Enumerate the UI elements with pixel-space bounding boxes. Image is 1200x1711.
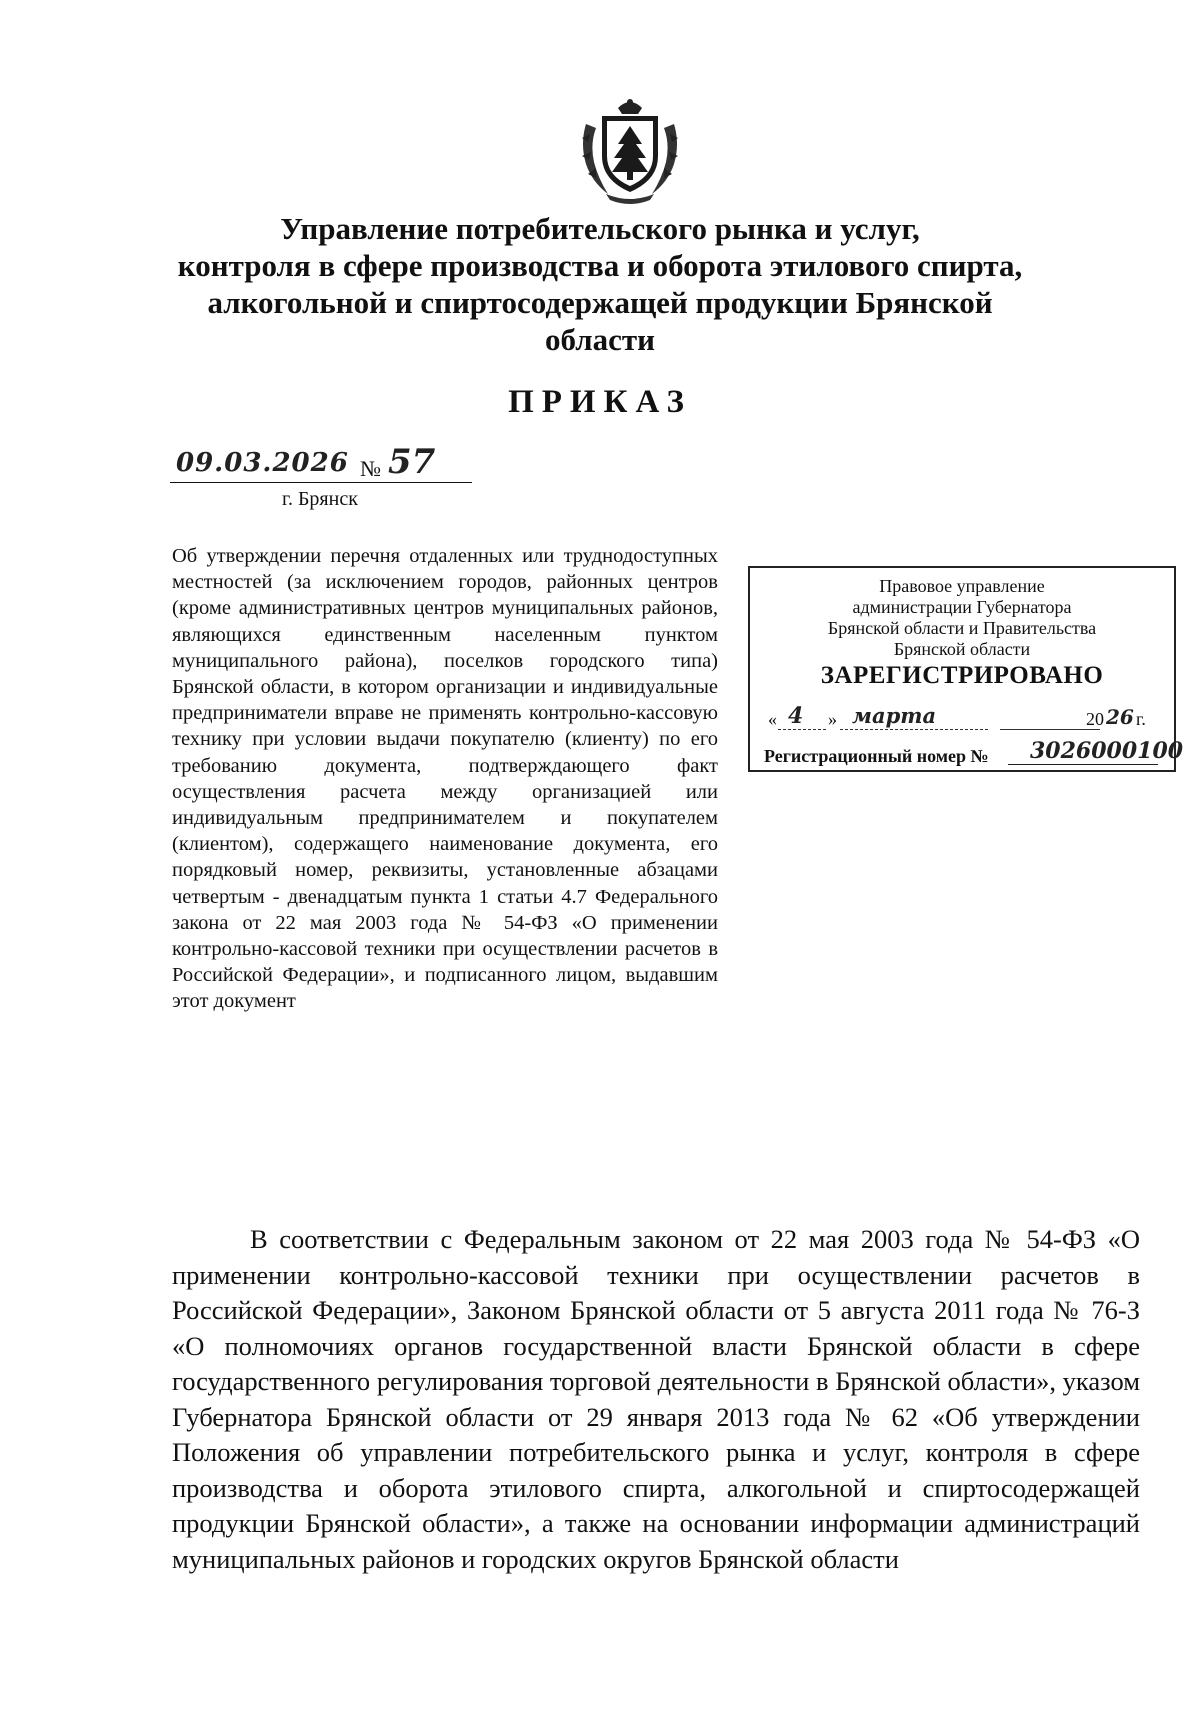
coat-of-arms-emblem (578, 94, 682, 206)
stamp-year-handwritten: 26 (1106, 705, 1134, 729)
org-title-line-2: контроля в сфере производства и оборота этилового спирта, (177, 248, 1023, 283)
stamp-date-close-quote: » (828, 709, 837, 729)
order-body (172, 1222, 1140, 1577)
stamp-line-4: Брянской области (893, 639, 1031, 659)
stamp-reg-underline (1008, 764, 1158, 765)
stamp-month-handwritten: марта (852, 703, 937, 728)
org-title-line-1: Управление потребительского рынка и услуг, (280, 211, 920, 246)
stamp-day-handwritten: 4 (788, 703, 804, 729)
order-subject: Об утверждении перечня отдаленных или труднодоступных местностей (за исключением городов, районных центров (кроме административных центров муниципальных районов, являющихся единственным населенным пунктом муниципального района), поселков городского типа) Брянской области, в котором организации и индивидуальные предприниматели вправе не применять контрольно-кассовую технику при условии выдачи покупателю (клиенту) по его требованию документа, подтверждающего факт осуществления расчета между организацией или индивидуальным предпринимателем и покупателем (клиентом), содержащего наименование документа, его порядковый номер, реквизиты, установленные абзацами четвертым - двенадцатым пункта 1 статьи 4.7 Федерального закона от 22 мая 2003 года № 54-ФЗ «О применении контрольно-кассовой техники при осуществлении расчетов в Российской Федерации», и подписанного лицом, выдавшим этот документ (172, 545, 718, 1013)
document-type-title: ПРИКАЗ (508, 384, 692, 420)
order-number-handwritten: 57 (388, 442, 436, 482)
stamp-year-underline (1000, 729, 1100, 730)
stamp-date-open-quote: « (768, 709, 777, 729)
organization-title (150, 210, 1050, 358)
org-title-line-4: области (545, 322, 655, 357)
stamp-date-row (768, 705, 1160, 733)
org-title-line-3: алкогольной и спиртосодержащей продукции Брянской (207, 285, 993, 320)
registration-stamp (748, 566, 1184, 772)
order-date-handwritten: 09.03.2026 (176, 448, 349, 478)
order-date-number-line (170, 442, 472, 483)
stamp-line-1: Правовое управление (879, 576, 1045, 596)
stamp-year-prefix: 20 (1086, 709, 1104, 729)
stamp-status: ЗАРЕГИСТРИРОВАНО (820, 662, 1104, 689)
stamp-month-underline (840, 729, 988, 730)
order-number-label: № (360, 456, 381, 481)
stamp-reg-label: Регистрационный номер № (764, 746, 989, 766)
order-city: г. Брянск (282, 488, 358, 510)
stamp-line-2: администрации Губернатора (852, 597, 1072, 617)
stamp-day-underline (778, 729, 826, 730)
body-paragraph: В соответствии с Федеральным законом от 22 мая 2003 года № 54-ФЗ «О применении контрольно-кассовой техники при осуществлении расчетов в Российской Федерации», Законом Брянской области от 5 августа 2011 года № 76-З «О полномочиях органов государственной власти Брянской области в сфере государственного регулирования торговой деятельности в Брянской области», указом Губернатора Брянской области от 29 января 2013 года № 62 «Об утверждении Положения об управлении потребительского рынка и услуг, контроля в сфере производства и оборота этилового спирта, алкогольной и спиртосодержащей продукции Брянской области», а также на основании информации администраций муниципальных районов и городских округов Брянской области (172, 1224, 1140, 1574)
stamp-line-3: Брянской области и Правительства (827, 618, 1097, 638)
stamp-reg-number-handwritten: 3026000100 (1030, 738, 1184, 764)
stamp-year-suffix: г. (1136, 709, 1146, 729)
